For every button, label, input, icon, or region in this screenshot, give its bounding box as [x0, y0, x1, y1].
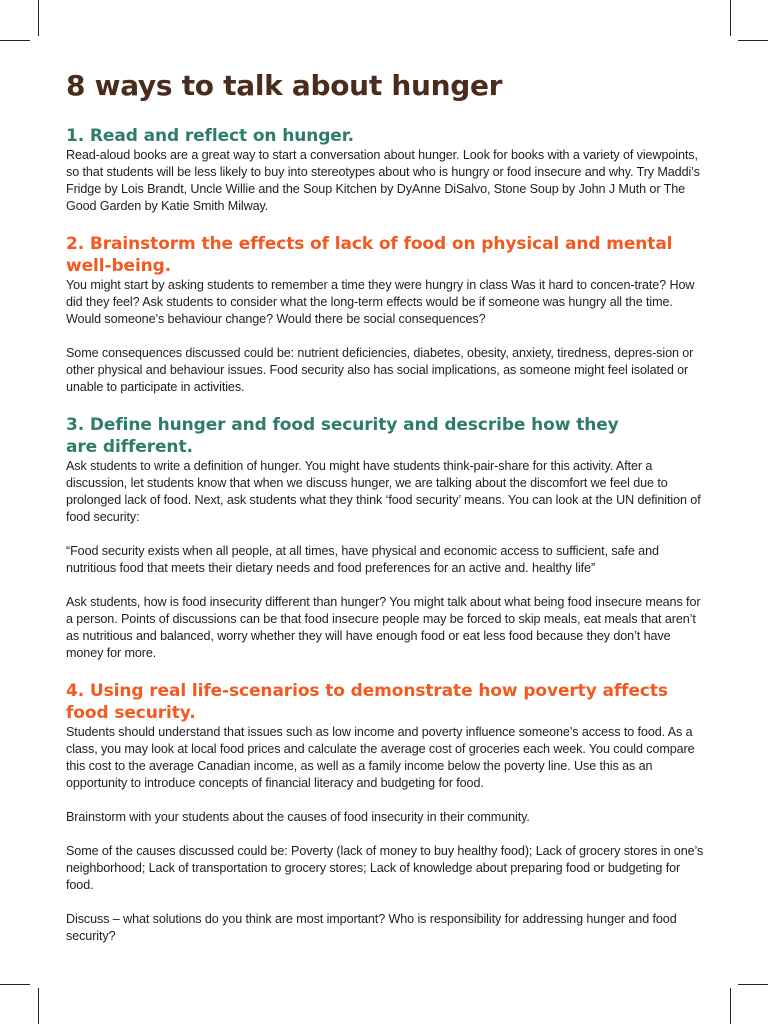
section-heading-3: 3. Define hunger and food security and describe how they are different.: [66, 415, 619, 457]
section-3-paragraph-1: Ask students to write a definition of hunger. You might have students think-pair-share for this activity. After a discussion, let students know that when we discuss hunger, we are talking about the discomfort we feel due to prolonged lack of food. Next, ask students what they think ‘food security’ means. You can look at the UN definition of food security:: [66, 459, 701, 524]
crop-mark: [730, 988, 731, 1024]
section-4-paragraph-4: Discuss – what solutions do you think are most important? Who is responsibility for addressing hunger and food security?: [66, 912, 677, 943]
section-4-paragraph-1: Students should understand that issues such as low income and poverty influence someone’s access to food. As a class, you may look at local food prices and calculate the average cost of groceries each week. You could compare this cost to the average Canadian income, as well as a family income below the poverty line. Use this as an opportunity to introduce concepts of financial literacy and budgeting for food.: [66, 725, 695, 790]
section-2-paragraph-2: Some consequences discussed could be: nutrient deficiencies, diabetes, obesity, anxiety, tiredness, depres-sion or other physical and behaviour issues. Food security also has social implications, as someone might feel isolated or unable to participate in activities.: [66, 346, 694, 394]
section-heading-1: 1. Read and reflect on hunger.: [66, 126, 354, 146]
document-page: [66, 68, 706, 945]
section-1-paragraph-1: Read-aloud books are a great way to start a conversation about hunger. Look for books with a variety of viewpoints, so that students will be less likely to buy into stereotypes about who is hungry or food insecure and why. Try Maddi’s Fridge by Lois Brandt, Uncle Willie and the Soup Kitchen by DyAnne DiSalvo, Stone Soup by John J Muth or The Good Garden by Katie Smith Milway.: [66, 148, 700, 213]
section-3-paragraph-2: “Food security exists when all people, at all times, have physical and economic access to sufficient, safe and nutritious food that meets their dietary needs and food preferences for an active and. healthy life”: [66, 544, 659, 575]
crop-mark: [738, 40, 768, 41]
crop-mark: [38, 988, 39, 1024]
crop-mark: [730, 0, 731, 36]
section-4-paragraph-3: Some of the causes discussed could be: Poverty (lack of money to buy healthy food); Lack of grocery stores in one’s neighborhood; Lack of transportation to grocery stores; Lack of knowledge about preparing food or budgeting for food.: [66, 844, 704, 892]
section-heading-4: 4. Using real life-scenarios to demonstrate how poverty affects food security.: [66, 681, 668, 723]
section-2-paragraph-1: You might start by asking students to remember a time they were hungry in class Was it hard to concen-trate? How did they feel? Ask students to consider what the long-term effects would be if someone was hungry all the time. Would someone’s behaviour change? Would there be social consequences?: [66, 278, 695, 326]
section-3-paragraph-3: Ask students, how is food insecurity different than hunger? You might talk about what being food insecure means for a person. Points of discussions can be that food insecure people may be forced to skip meals, eat meals that aren’t as nutritious and balanced, worry whether they will have enough food or eat less food because they don’t have money for more.: [66, 595, 701, 660]
crop-mark: [0, 40, 30, 41]
section-heading-2: 2. Brainstorm the effects of lack of food on physical and mental well-being.: [66, 234, 673, 276]
section-4-paragraph-2: Brainstorm with your students about the causes of food insecurity in their community.: [66, 810, 530, 824]
page-title: 8 ways to talk about hunger: [66, 69, 503, 102]
crop-mark: [738, 984, 768, 985]
crop-mark: [0, 984, 30, 985]
crop-mark: [38, 0, 39, 36]
